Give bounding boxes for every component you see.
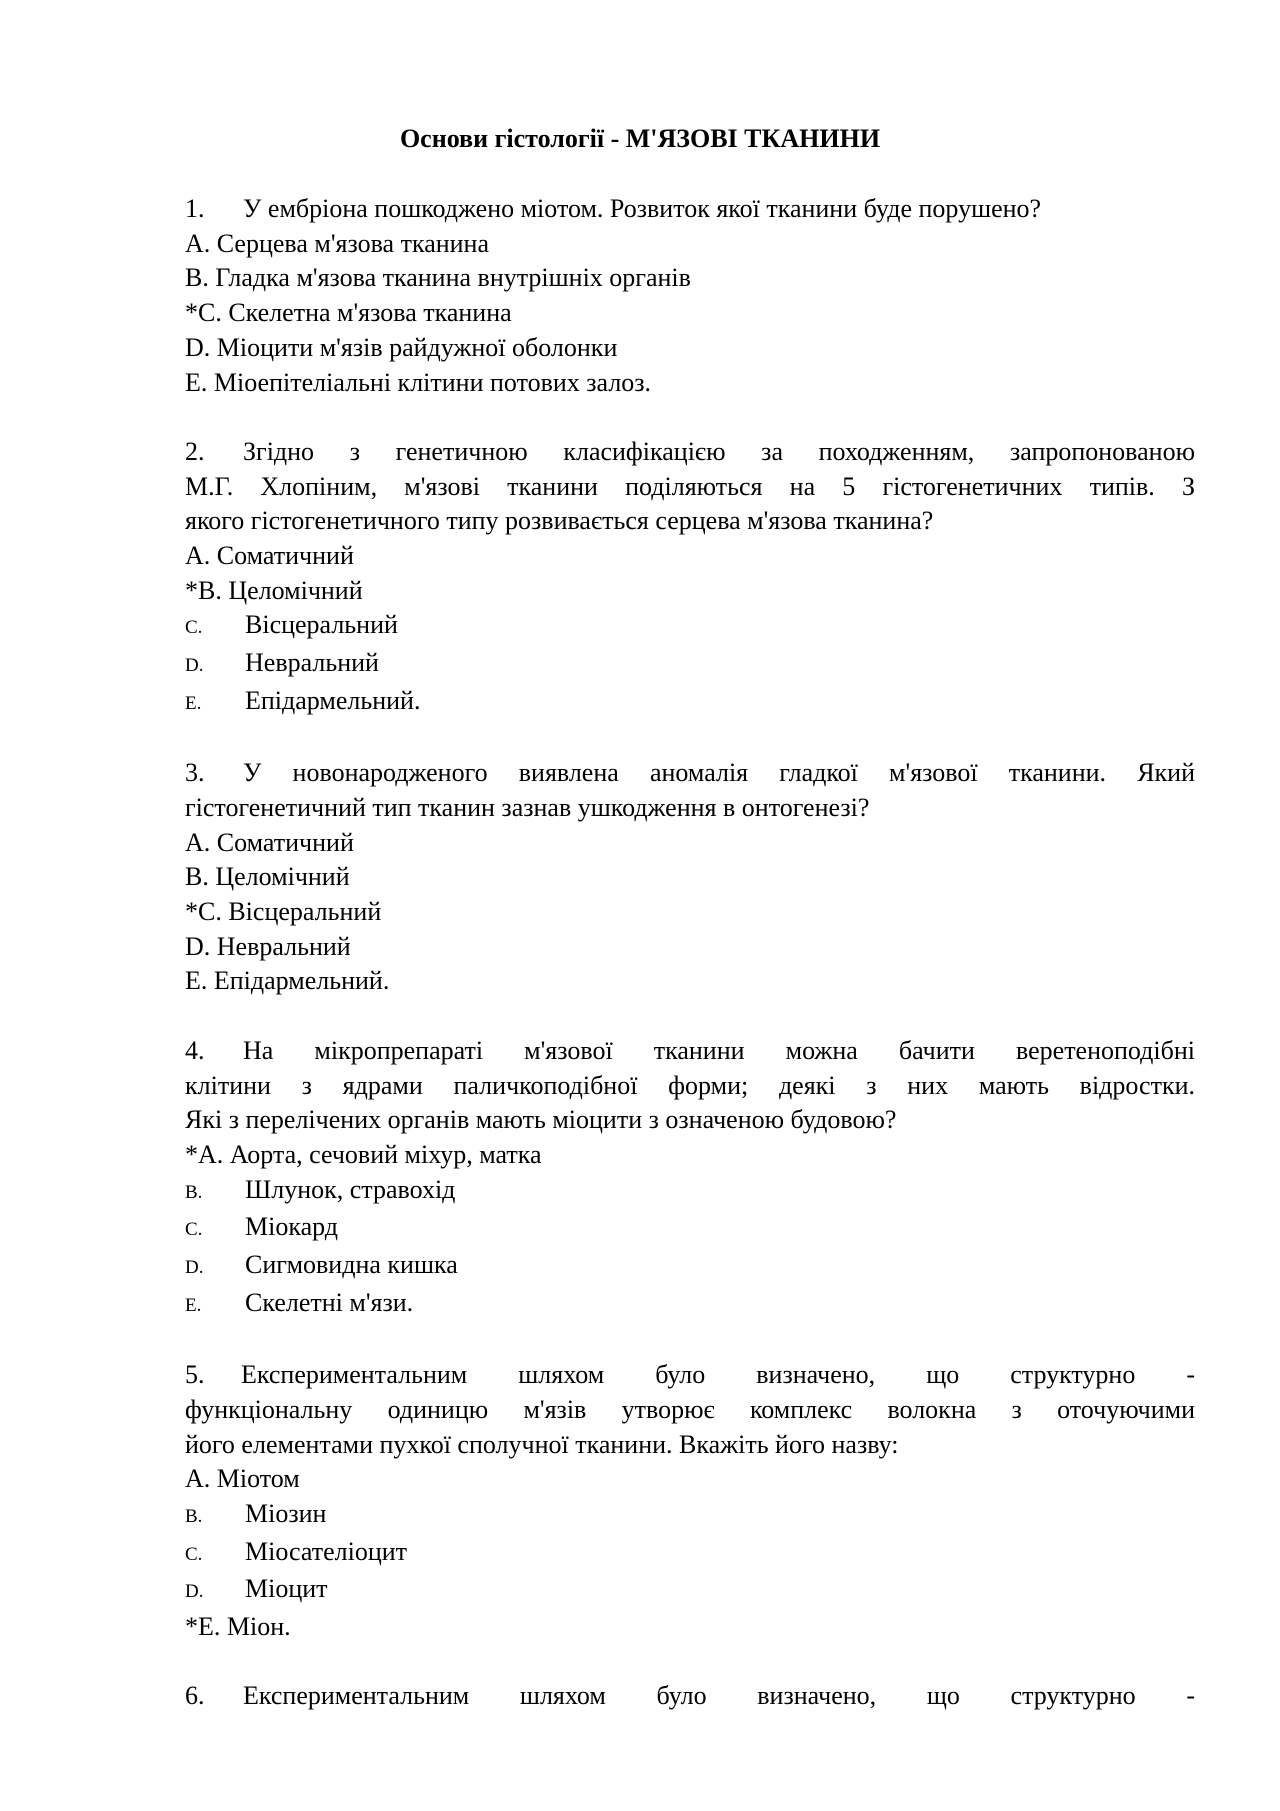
option-letter: B. <box>185 1505 203 1527</box>
page-title: Основи гістології - М'ЯЗОВІ ТКАНИНИ <box>399 124 881 153</box>
answer-option: A. Соматичний <box>185 541 354 571</box>
answer-option: D. Міоцит <box>185 1572 1195 1610</box>
option-letter: C. <box>185 1219 203 1241</box>
question-line: 2. Згідно з генетичною класифікацією за походженням, запропонованою <box>185 435 1195 470</box>
option-letter: D. <box>185 1581 204 1603</box>
answer-option: A. Міотом <box>185 1464 300 1494</box>
question-line: його елементами пухкої сполучної тканини. Вкажіть його назву: <box>185 1429 899 1459</box>
question-line: 4. На мікропрепараті м'язової тканини можна бачити веретеноподібні <box>185 1034 1195 1069</box>
question-4 <box>185 1034 1195 1324</box>
question-number: 3. <box>185 758 205 788</box>
question-line: 6. Експериментальним шляхом було визначено, що структурно - <box>185 1679 1195 1714</box>
question-number: 6. <box>185 1681 205 1711</box>
question-line: 3. У новонародженого виявлена аномалія гладкої м'язової тканини. Який <box>185 756 1195 791</box>
question-3 <box>185 756 1195 999</box>
question-6 <box>185 1679 1195 1714</box>
answer-option: B. Целомічний <box>185 862 350 892</box>
question-number: 5. <box>185 1360 205 1390</box>
answer-option: B. Міозин <box>185 1497 1195 1535</box>
option-letter: E. <box>185 692 202 714</box>
answer-option: E. Скелетні м'язи. <box>185 1286 1195 1324</box>
question-1 <box>185 192 1195 400</box>
answer-option: *C. Скелетна м'язова тканина <box>185 298 512 328</box>
answer-option: D. Міоцити м'язів райдужної оболонки <box>185 332 618 362</box>
answer-option: D. Невральний <box>185 646 1195 684</box>
option-letter: C. <box>185 617 203 639</box>
answer-option: D. Сигмовидна кишка <box>185 1248 1195 1286</box>
option-letter: D. <box>185 655 204 677</box>
answer-option: D. Невральний <box>185 931 351 961</box>
question-5 <box>185 1358 1195 1645</box>
option-letter: D. <box>185 1257 204 1279</box>
answer-option: *C. Вісцеральний <box>185 897 382 927</box>
question-line: 5. Експериментальним шляхом було визначено, що структурно - <box>185 1358 1195 1393</box>
question-text <box>185 192 1195 227</box>
answer-option: C. Вісцеральний <box>185 608 1195 646</box>
question-line: У ембріона пошкоджено міотом. Розвиток якої тканини буде порушено? <box>243 194 1042 223</box>
answer-option: C. Міокард <box>185 1210 1195 1248</box>
question-line: М.Г. Хлопіним, м'язові тканини поділяються на 5 гістогенетичних типів. З <box>185 471 1195 501</box>
question-number: 4. <box>185 1035 205 1065</box>
answer-option: *A. Аорта, сечовий міхур, матка <box>185 1139 542 1169</box>
answer-option: B. Шлунок, стравохід <box>185 1173 1195 1211</box>
answer-option: *B. Целомічний <box>185 575 363 605</box>
question-number: 1. <box>185 194 205 223</box>
answer-option: A. Серцева м'язова тканина <box>185 228 490 258</box>
answer-option: A. Соматичний <box>185 827 354 857</box>
question-line: гістогенетичний тип тканин зазнав ушкодження в онтогенезі? <box>185 792 870 822</box>
option-letter: B. <box>185 1181 203 1203</box>
option-letter: E. <box>185 1294 202 1316</box>
answer-option: *E. Міон. <box>185 1612 291 1642</box>
answer-option: E. Епідармельний. <box>185 684 1195 722</box>
answer-option: C. Міосателіоцит <box>185 1535 1195 1573</box>
questions-list <box>185 192 1195 1714</box>
answer-option: E. Міоепітеліальні клітини потових залоз. <box>185 367 652 397</box>
answer-option: E. Епідармельний. <box>185 966 390 996</box>
question-line: функціональну одиницю м'язів утворює комплекс волокна з оточуючими <box>185 1394 1195 1424</box>
question-line: якого гістогенетичного типу розвивається серцева м'язова тканина? <box>185 506 934 536</box>
question-number: 2. <box>185 436 205 466</box>
answer-option: B. Гладка м'язова тканина внутрішніх органів <box>185 263 691 293</box>
question-line: клітини з ядрами паличкоподібної форми; деякі з них мають відростки. <box>185 1070 1195 1100</box>
question-line: Які з перелічених органів мають міоцити з означеною будовою? <box>185 1105 897 1135</box>
question-2 <box>185 435 1195 722</box>
option-letter: C. <box>185 1543 203 1565</box>
